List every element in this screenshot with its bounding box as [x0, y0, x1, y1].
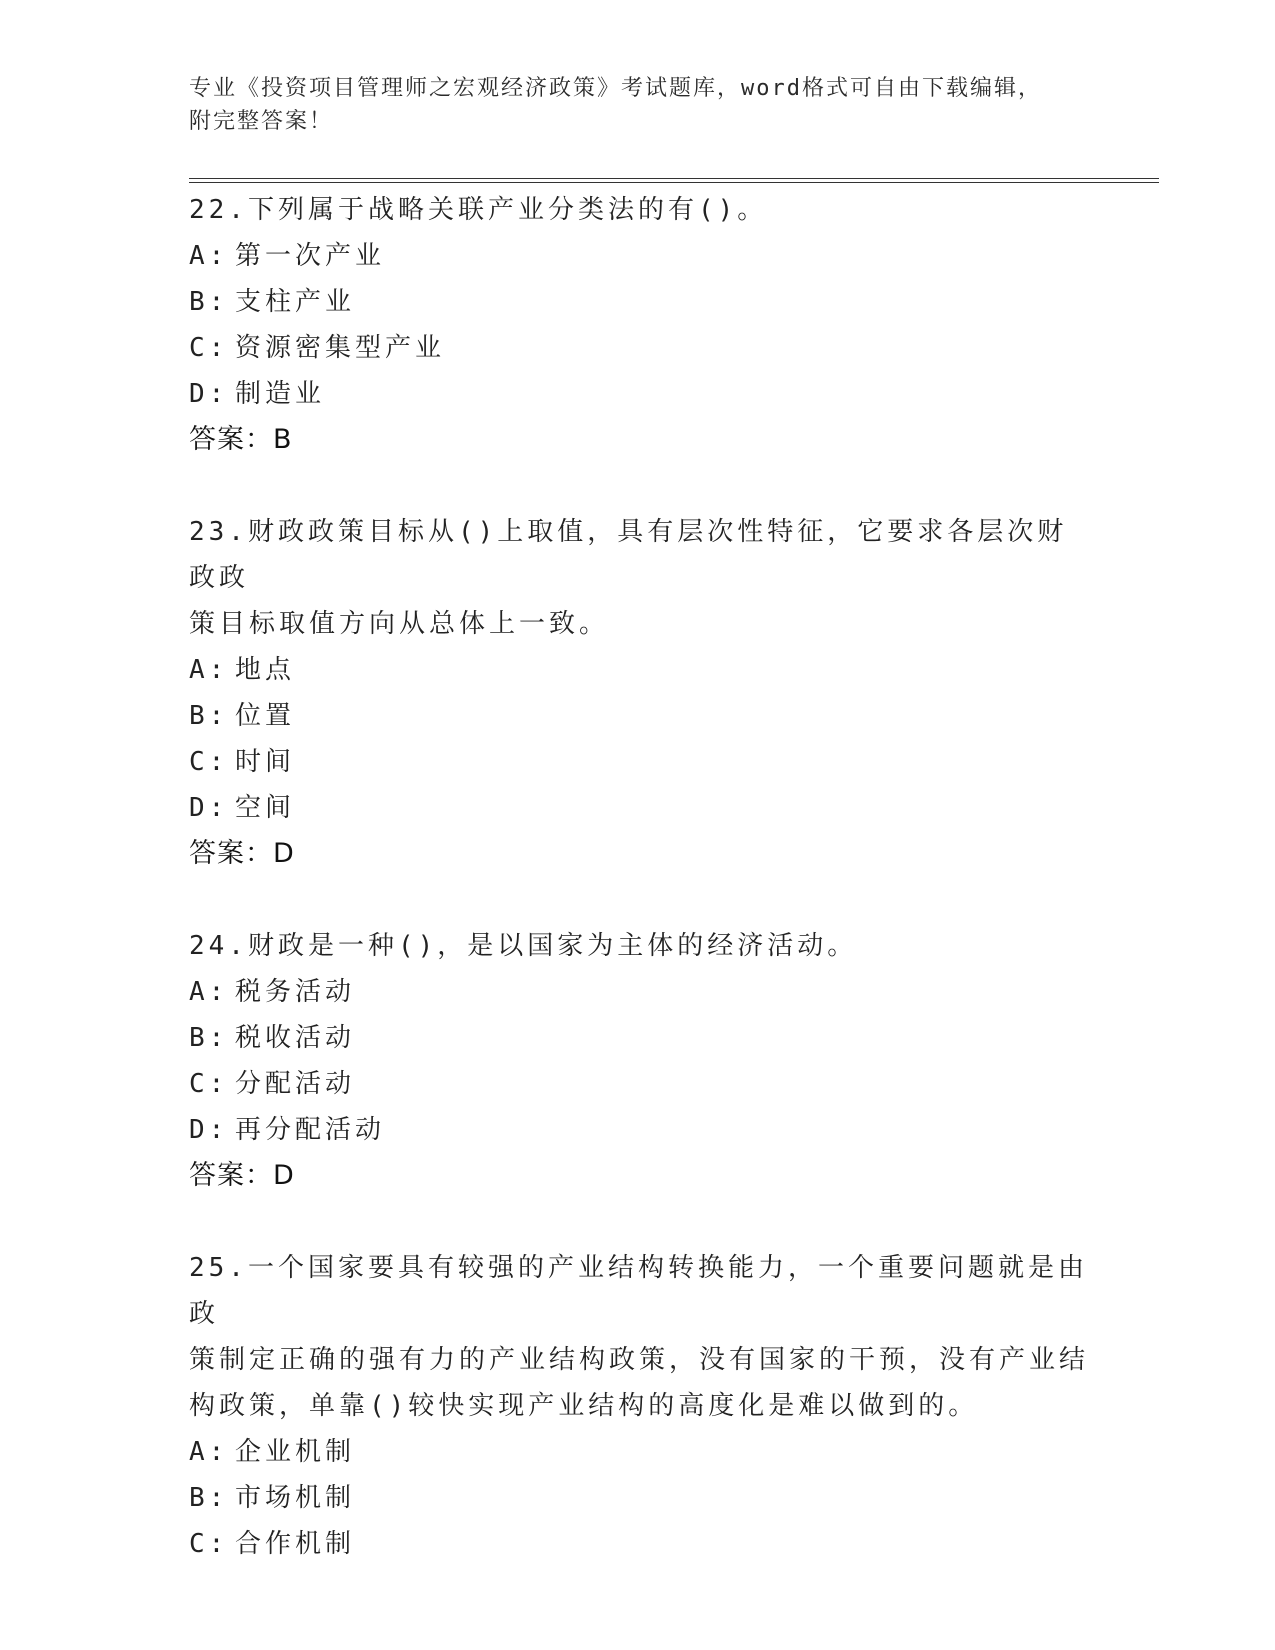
answer-line: 答案：D — [189, 1160, 295, 1191]
option-text: 再分配活动 — [235, 1115, 386, 1145]
question-stem-continued: 策目标取值方向从总体上一致。 — [189, 609, 610, 639]
option-b — [189, 693, 1089, 739]
option-letter: A: — [189, 977, 229, 1007]
option-letter: D: — [189, 1115, 229, 1145]
option-text: 位置 — [235, 701, 296, 731]
option-c — [189, 1521, 1089, 1567]
header-double-rule — [189, 178, 1159, 183]
question-stem-continued: 策制定正确的强有力的产业结构政策，没有国家的干预，没有产业结 — [189, 1345, 1090, 1375]
option-b — [189, 279, 1089, 325]
option-text: 企业机制 — [235, 1437, 356, 1467]
option-letter: C: — [189, 747, 229, 777]
option-letter: D: — [189, 379, 229, 409]
question-25 — [189, 1245, 1089, 1567]
option-text: 税务活动 — [235, 977, 356, 1007]
option-b — [189, 1015, 1089, 1061]
document-page — [189, 0, 1159, 1650]
option-text: 税收活动 — [235, 1023, 356, 1053]
header-line-2: 附完整答案！ — [189, 109, 334, 134]
option-letter: A: — [189, 655, 229, 685]
option-text: 空间 — [235, 793, 296, 823]
option-text: 制造业 — [235, 379, 326, 409]
option-letter: B: — [189, 701, 229, 731]
option-text: 第一次产业 — [235, 241, 386, 271]
option-letter: A: — [189, 1437, 229, 1467]
option-d — [189, 785, 1089, 831]
header-line-1: 专业《投资项目管理师之宏观经济政策》考试题库，word格式可自由下载编辑， — [189, 76, 1042, 101]
option-letter: B: — [189, 1483, 229, 1513]
option-text: 资源密集型产业 — [235, 333, 446, 363]
option-text: 分配活动 — [235, 1069, 356, 1099]
option-d — [189, 371, 1089, 417]
option-a — [189, 647, 1089, 693]
option-letter: B: — [189, 287, 229, 317]
document-header — [189, 72, 1069, 138]
question-list — [189, 187, 1089, 1613]
question-stem-continued: 构政策，单靠()较快实现产业结构的高度化是难以做到的。 — [189, 1391, 979, 1421]
option-text: 支柱产业 — [235, 287, 356, 317]
answer-line: 答案：B — [189, 424, 293, 455]
option-letter: C: — [189, 1529, 229, 1559]
question-stem: 24.财政是一种()，是以国家为主体的经济活动。 — [189, 931, 858, 961]
option-letter: C: — [189, 333, 229, 363]
option-letter: A: — [189, 241, 229, 271]
option-a — [189, 969, 1089, 1015]
option-text: 地点 — [235, 655, 296, 685]
option-a — [189, 1429, 1089, 1475]
option-c — [189, 739, 1089, 785]
option-a — [189, 233, 1089, 279]
option-letter: B: — [189, 1023, 229, 1053]
question-22 — [189, 187, 1089, 463]
option-b — [189, 1475, 1089, 1521]
question-23 — [189, 509, 1089, 877]
option-letter: C: — [189, 1069, 229, 1099]
option-text: 市场机制 — [235, 1483, 356, 1513]
question-stem: 22.下列属于战略关联产业分类法的有()。 — [189, 195, 768, 225]
option-c — [189, 1061, 1089, 1107]
option-text: 合作机制 — [235, 1529, 356, 1559]
question-stem: 25.一个国家要具有较强的产业结构转换能力，一个重要问题就是由政 — [189, 1253, 1088, 1329]
option-d — [189, 1107, 1089, 1153]
question-24 — [189, 923, 1089, 1199]
question-stem: 23.财政政策目标从()上取值，具有层次性特征，它要求各层次财政政 — [189, 517, 1068, 593]
option-letter: D: — [189, 793, 229, 823]
option-c — [189, 325, 1089, 371]
answer-line: 答案：D — [189, 838, 295, 869]
option-text: 时间 — [235, 747, 296, 777]
